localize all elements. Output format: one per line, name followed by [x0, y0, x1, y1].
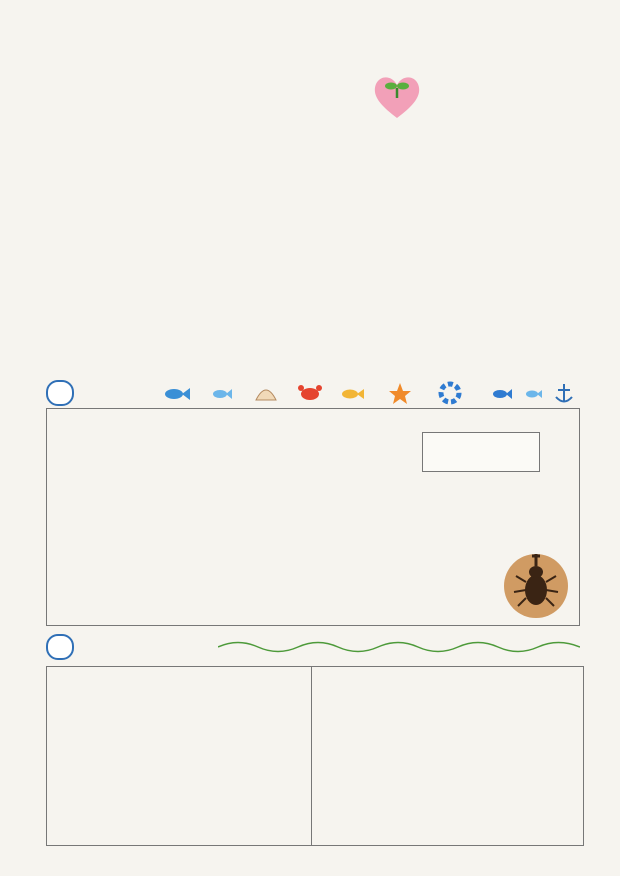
anchor-icon: [556, 384, 572, 402]
fish-icon: [493, 389, 512, 399]
beetle-icon: [500, 548, 572, 620]
column-divider: [311, 667, 312, 845]
fish-icon: [165, 388, 190, 400]
heart-sprout-icon: [370, 68, 424, 122]
learning-heading: [46, 634, 74, 660]
morning-glory-decoration: [218, 634, 580, 660]
fish-icon: [526, 390, 542, 398]
shell-icon: [256, 390, 276, 400]
dismissal-time-note: [422, 432, 540, 472]
sea-decoration: [160, 380, 580, 406]
learning-table: [46, 666, 584, 846]
life-ring-icon: [441, 384, 459, 402]
crab-icon: [298, 385, 322, 400]
schedule-heading: [46, 380, 74, 406]
newsletter-title: [70, 48, 400, 128]
fish-icon: [213, 389, 232, 399]
fish-icon: [342, 389, 364, 399]
starfish-icon: [389, 383, 411, 404]
